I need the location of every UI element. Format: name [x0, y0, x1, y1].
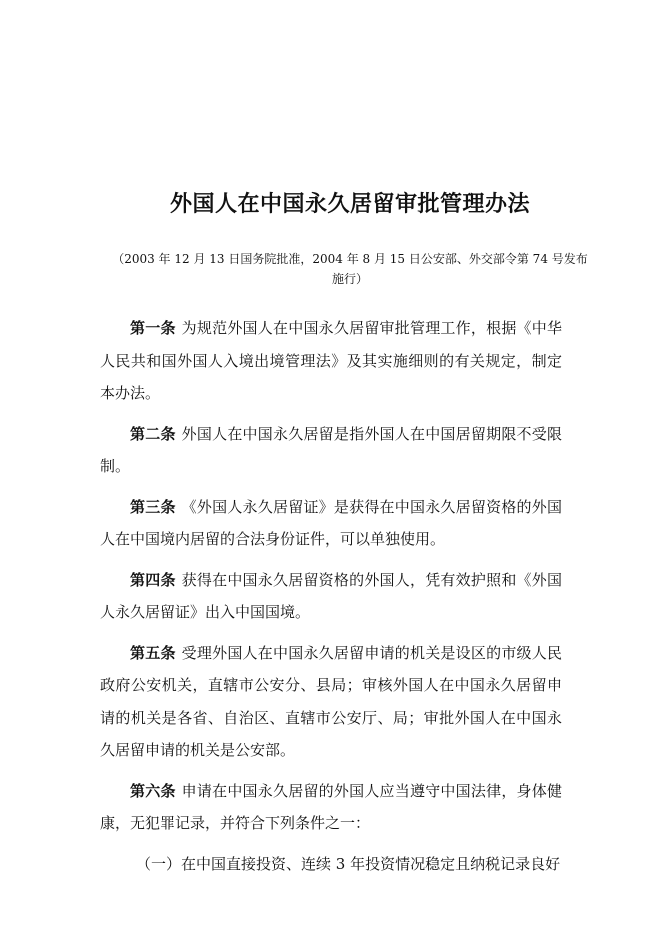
article-6 [100, 775, 562, 840]
document-title: 外国人在中国永久居留审批管理办法 [169, 191, 530, 217]
document-subtitle: （2003 年 12 月 13 日国务院批准，2004 年 8 月 15 日公安部、外交部令第 74 号发布施行） [112, 252, 588, 286]
article-text: 为规范外国人在中国永久居留审批管理工作，根据《中华人民共和国外国人入境出境管理法》及其实施细则的有关规定，制定本办法。 [100, 319, 562, 402]
article-heading: 第一条 [130, 319, 176, 337]
article-2 [100, 418, 562, 483]
article-heading: 第五条 [130, 643, 176, 662]
article-5 [100, 637, 562, 767]
article-3 [100, 491, 562, 556]
condition-item-1: （一）在中国直接投资、连续 3 年投资情况稳定且纳税记录良好 [136, 854, 561, 873]
article-text: 《外国人永久居留证》是获得在中国永久居留资格的外国人在中国境内居留的合法身份证件，可以单独使用。 [100, 497, 562, 548]
article-heading: 第六条 [130, 781, 176, 800]
article-heading: 第四条 [130, 570, 176, 589]
article-heading: 第二条 [130, 424, 176, 443]
article-text: 申请在中国永久居留的外国人应当遵守中国法律，身体健康，无犯罪记录，并符合下列条件之一： [100, 781, 562, 832]
article-text: 外国人在中国永久居留是指外国人在中国居留期限不受限制。 [100, 424, 562, 475]
article-1 [100, 312, 562, 410]
article-heading: 第三条 [130, 497, 176, 516]
article-4 [100, 564, 562, 629]
article-text: 受理外国人在中国永久居留申请的机关是设区的市级人民政府公安机关，直辖市公安分、县局；审核外国人在中国永久居留申请的机关是各省、自治区、直辖市公安厅、局；审批外国人在中国永久居留申请的机关是公安部。 [100, 643, 562, 759]
document-body [100, 312, 562, 880]
article-text: 获得在中国永久居留资格的外国人，凭有效护照和《外国人永久居留证》出入中国国境。 [100, 570, 562, 621]
